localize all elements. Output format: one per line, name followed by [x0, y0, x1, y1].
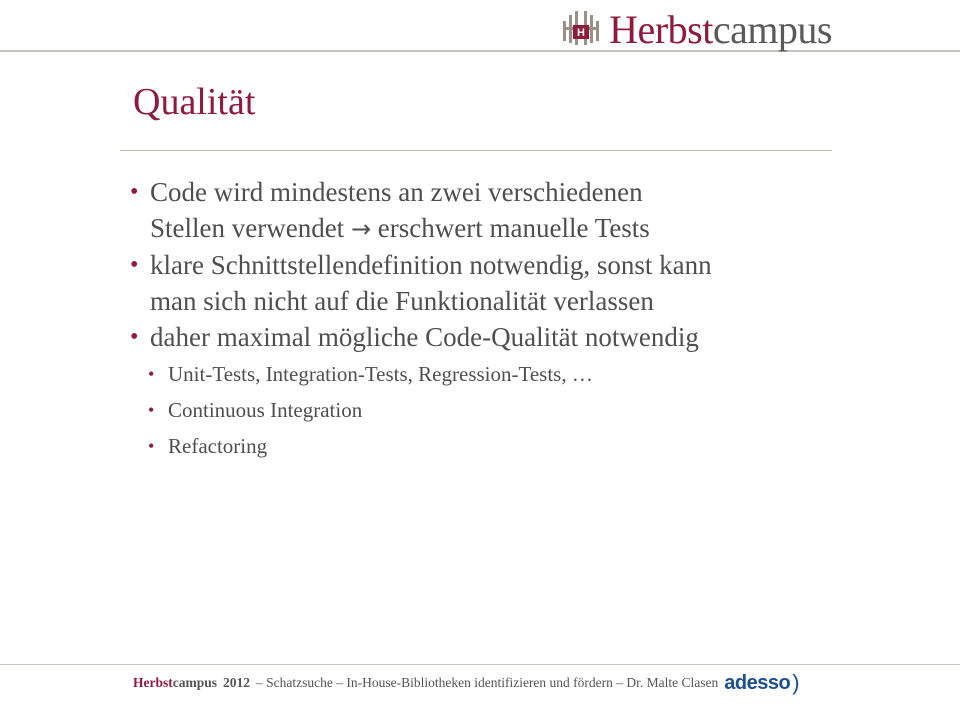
- slide-content: [130, 174, 830, 459]
- bullet-text: Stellen verwendet: [150, 213, 345, 243]
- adesso-logo-text: adesso: [724, 671, 791, 694]
- herbstcampus-logo: [561, 7, 832, 52]
- bullet-interface-definition: [130, 247, 830, 319]
- subbullet-text: Refactoring: [168, 434, 268, 458]
- footer-year: 2012: [223, 675, 251, 690]
- adesso-bracket-icon: ): [792, 670, 800, 695]
- bullet-text: daher maximal mögliche Code-Qualität notwendig: [150, 322, 699, 352]
- bullet-text: Code wird mindestens an zwei verschiedenen: [150, 177, 643, 207]
- herbstcampus-logo-mark-icon: [561, 11, 601, 49]
- logo-wordmark: [609, 7, 832, 52]
- bullet-text: klare Schnittstellendefinition notwendig, sonst kann: [150, 250, 712, 280]
- footer-text: – Schatzsuche – In-House-Bibliotheken identifizieren und fördern – Dr. Malte Clasen: [256, 675, 719, 690]
- bullet-code-quality: [130, 319, 830, 355]
- slide-title: Qualität: [133, 81, 256, 123]
- bullet-text: erschwert manuelle Tests: [377, 213, 650, 243]
- arrow-right-icon: →: [350, 215, 372, 243]
- subbullet-refactoring: [148, 433, 830, 459]
- subbullet-text: Continuous Integration: [168, 398, 363, 422]
- title-divider: [120, 150, 832, 151]
- footer-brand: [133, 675, 217, 691]
- subbullet-text: Unit-Tests, Integration-Tests, Regression-Tests, …: [168, 362, 593, 386]
- bullet-code-reuse: [130, 174, 830, 247]
- footer-brand-suffix: campus: [172, 675, 218, 690]
- bullet-text: man sich nicht auf die Funktionalität verlassen: [150, 286, 654, 316]
- logo-text-suffix: campus: [712, 7, 832, 52]
- logo-mark-letter: H: [577, 27, 586, 39]
- footer-divider: [0, 664, 960, 665]
- footer-brand-prefix: Herbst: [133, 675, 173, 690]
- adesso-logo: [724, 670, 799, 696]
- footer: [133, 670, 799, 696]
- logo-text-prefix: Herbst: [609, 7, 713, 52]
- subbullet-tests: [148, 361, 830, 387]
- subbullet-continuous-integration: [148, 397, 830, 423]
